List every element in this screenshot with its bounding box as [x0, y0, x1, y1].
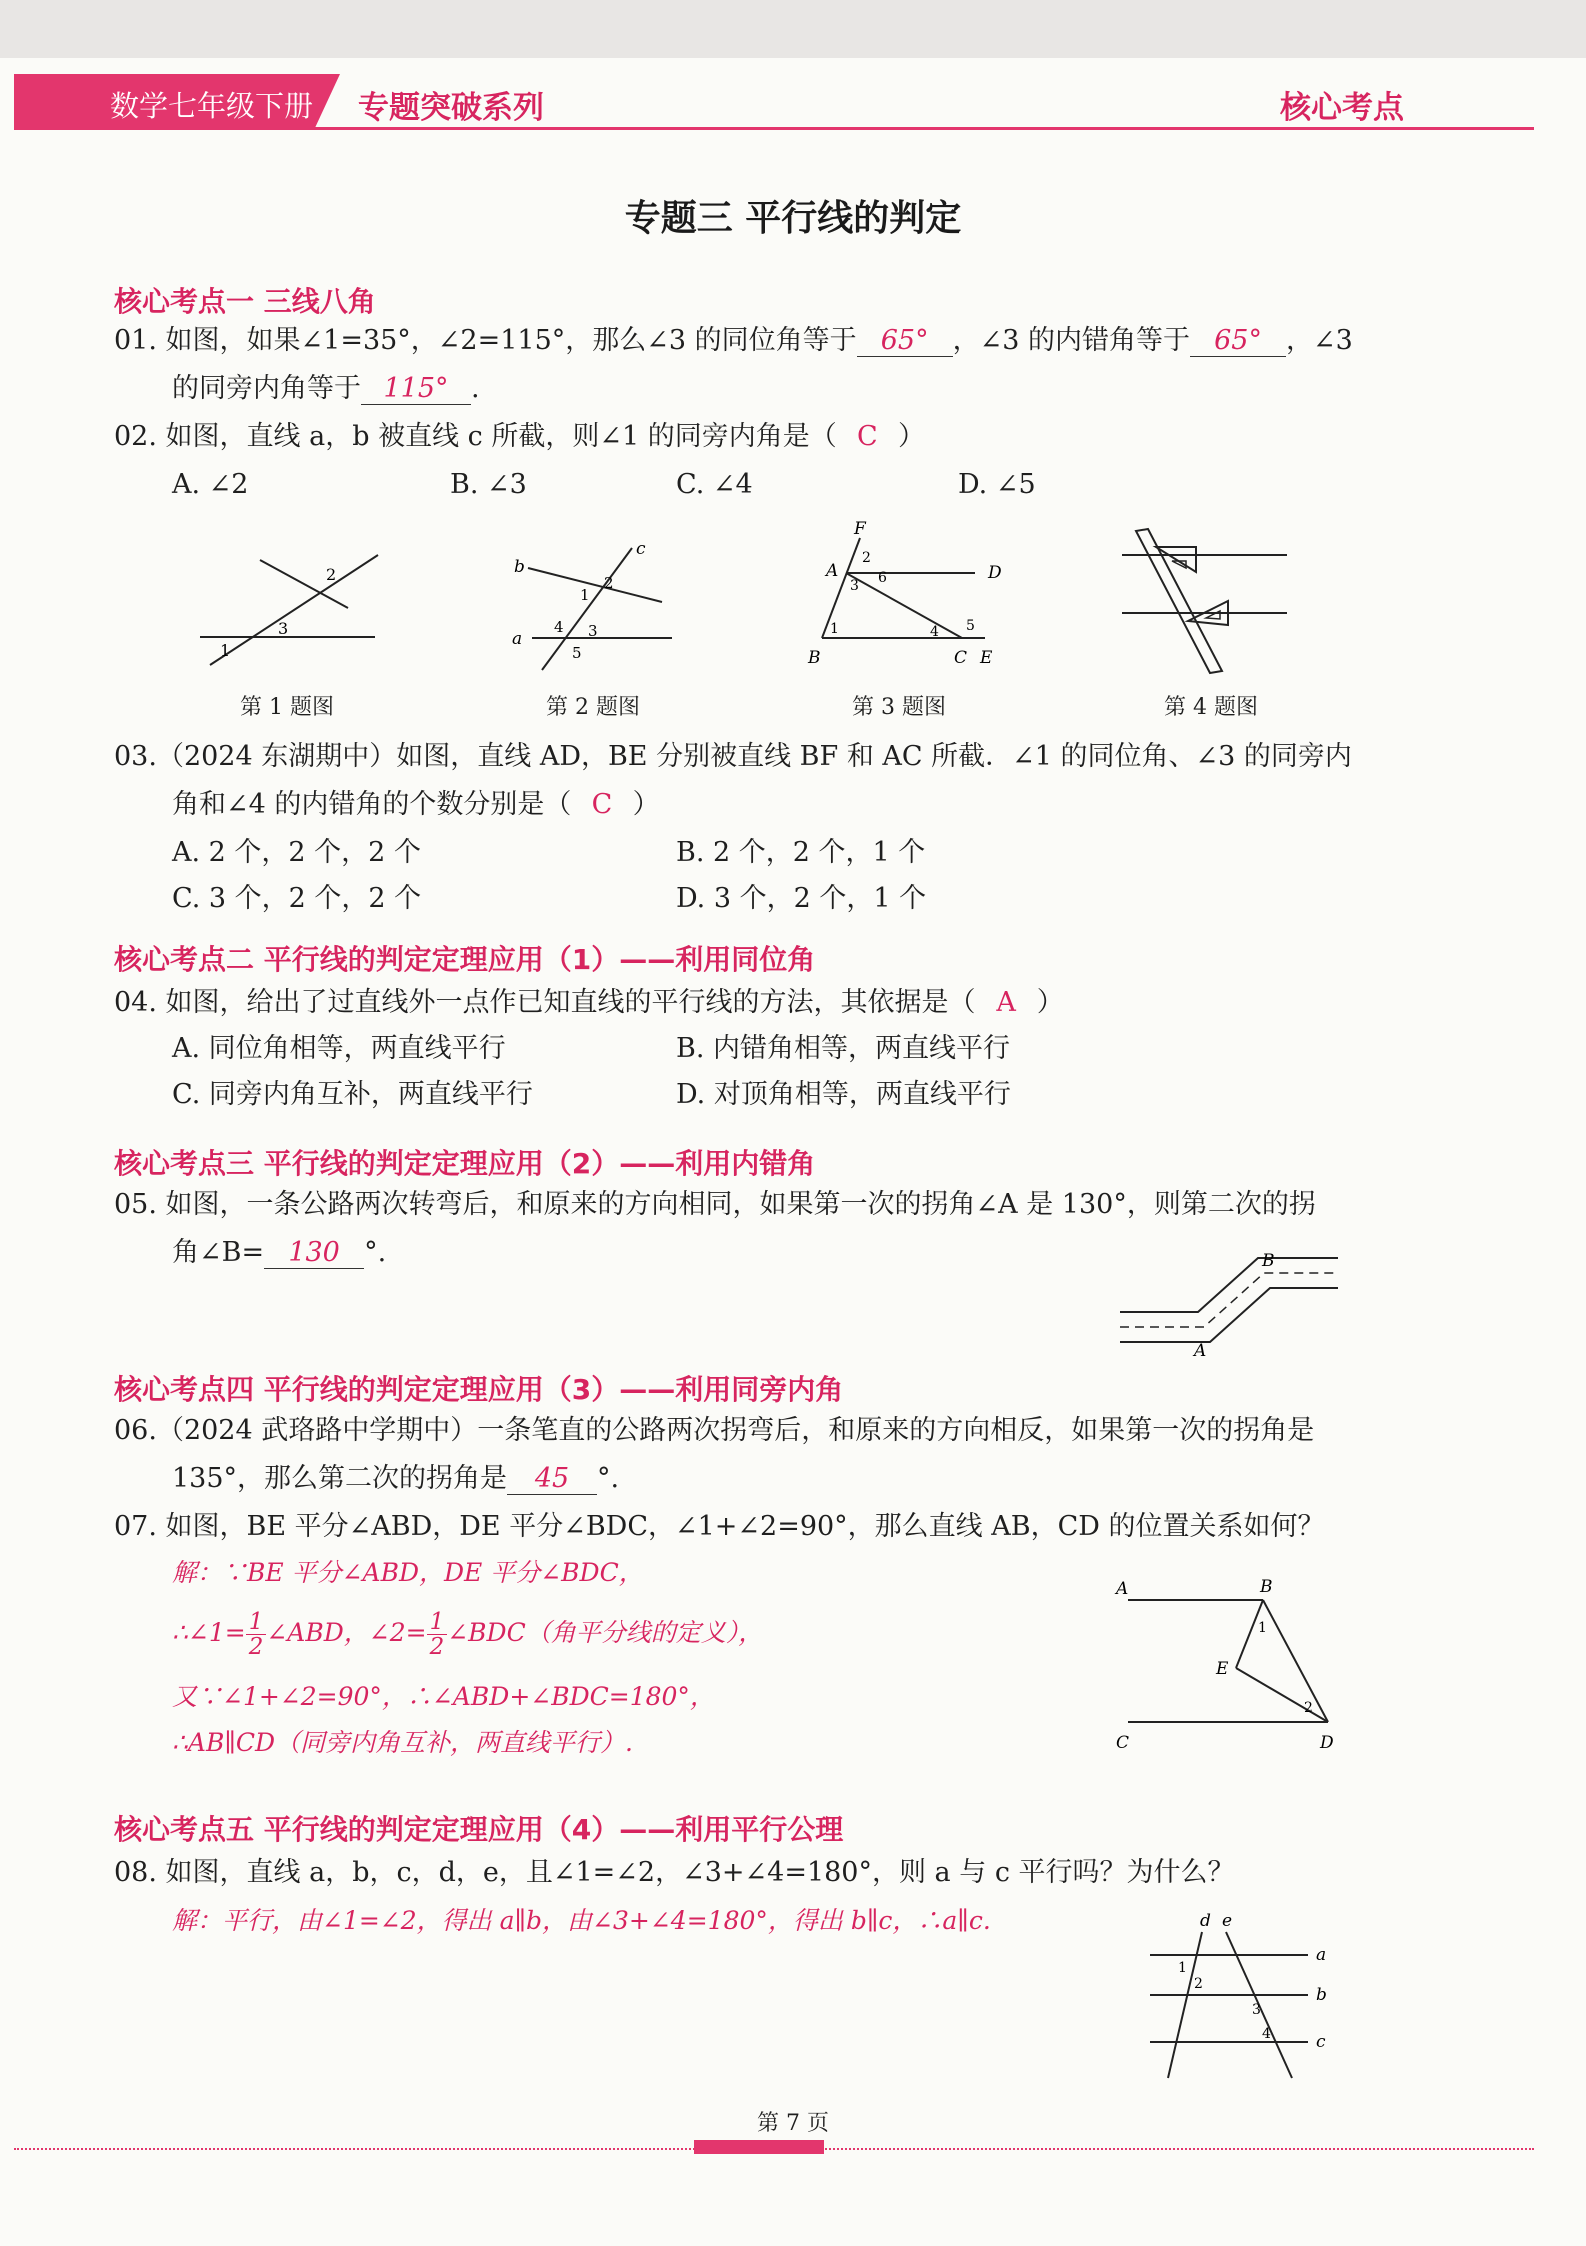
q7-frac1-den: 2	[248, 1634, 264, 1660]
q5-line1: 05. 如图，一条公路两次转弯后，和原来的方向相同，如果第一次的拐角∠A 是 130°，则第二次的拐	[114, 1189, 1316, 1220]
q7-solution-2	[172, 1608, 763, 1659]
q8-stem: 08. 如图，直线 a，b，c，d，e，且∠1=∠2，∠3+∠4=180°，则 a 与 c 平行吗？为什么？	[114, 1857, 1235, 1888]
q7-sol2-a: ∴∠1=	[172, 1618, 246, 1647]
fig7-label-B: B	[1260, 1577, 1273, 1597]
section-2-heading: 核心考点二 平行线的判定定理应用（1）——利用同位角	[114, 943, 816, 976]
fig1-label-1: 1	[220, 641, 231, 660]
q7-fraction-2	[427, 1610, 448, 1659]
q1-answer-1: 65°	[857, 326, 953, 357]
q6-answer: 45	[507, 1464, 597, 1495]
q2-option-c: C. ∠4	[676, 469, 753, 500]
caption-fig4: 第 4 题图	[1164, 695, 1258, 720]
q4-option-b: B. 内错角相等，两直线平行	[676, 1033, 1011, 1064]
q7-sol2-b: ∠ABD，∠2=	[266, 1618, 427, 1647]
footer-pink-bar	[694, 2140, 824, 2154]
q1-text-a: 01. 如图，如果∠1=35°，∠2=115°，那么∠3 的同位角等于	[114, 325, 857, 356]
q6-line2-text: 135°，那么第二次的拐角是	[172, 1463, 508, 1494]
section-3-heading: 核心考点三 平行线的判定定理应用（2）——利用内错角	[114, 1147, 816, 1180]
q1-text-b: ，∠3 的内错角等于	[952, 325, 1191, 356]
fig7-label-A: A	[1116, 1579, 1129, 1599]
q2-stem-text: 02. 如图，直线 a，b 被直线 c 所截，则∠1 的同旁内角是（	[114, 421, 837, 452]
q3-close: ）	[632, 789, 660, 820]
q1-line2	[172, 372, 480, 406]
fig8-label-a: a	[1316, 1945, 1327, 1965]
q6-line2	[172, 1462, 619, 1496]
q4-option-d: D. 对顶角相等，两直线平行	[676, 1079, 1011, 1110]
q4-option-a: A. 同位角相等，两直线平行	[172, 1033, 506, 1064]
q6-line1: 06.（2024 武珞路中学期中）一条笔直的公路两次拐弯后，和原来的方向相反，如果第一次的拐角是	[114, 1415, 1315, 1446]
fig8-label-2: 2	[1194, 1976, 1203, 1992]
q5-degree: °.	[364, 1237, 387, 1268]
figure-7	[1108, 1570, 1348, 1760]
fig3-label-4: 4	[930, 624, 939, 640]
fig3-label-B: B	[808, 648, 821, 668]
q2-option-b: B. ∠3	[450, 469, 527, 500]
fig2-label-b: b	[514, 557, 525, 577]
q3-option-b: B. 2 个，2 个，1 个	[676, 837, 926, 868]
fig5-label-A: A	[1194, 1341, 1207, 1360]
q2-option-a: A. ∠2	[172, 469, 249, 500]
fig7-label-E: E	[1216, 1659, 1229, 1679]
fig3-label-2: 2	[862, 550, 871, 566]
q7-sol2-c: ∠BDC（角平分线的定义），	[447, 1618, 764, 1647]
fig8-label-4: 4	[1262, 2026, 1271, 2042]
fig3-label-D: D	[988, 563, 1002, 583]
fig3-label-6: 6	[878, 570, 887, 586]
fig2-label-2: 2	[604, 574, 614, 592]
fig1-label-2: 2	[326, 565, 337, 584]
q5-answer: 130	[264, 1238, 364, 1269]
q8-solution: 解：平行，由∠1=∠2，得出 a∥b，由∠3+∠4=180°，得出 b∥c，∴a∥c.	[172, 1906, 991, 1935]
fig7-label-1: 1	[1258, 1620, 1267, 1636]
q7-frac2-den: 2	[429, 1634, 445, 1660]
q2-close: ）	[897, 421, 925, 452]
q7-solution-3: 又∵∠1+∠2=90°，∴∠ABD+∠BDC=180°，	[172, 1682, 715, 1711]
q2-stem	[114, 420, 925, 454]
q7-fraction-1	[246, 1610, 267, 1659]
q1-line1	[114, 324, 1353, 358]
q2-answer: C	[857, 421, 878, 452]
q5-line2-text: 角∠B=	[172, 1237, 265, 1268]
q7-solution-4: ∴AB∥CD（同旁内角互补，两直线平行）.	[172, 1728, 633, 1757]
fig2-label-3: 3	[588, 622, 598, 640]
section-5-heading: 核心考点五 平行线的判定定理应用（4）——利用平行公理	[114, 1813, 844, 1846]
fig8-label-1: 1	[1178, 1960, 1187, 1976]
fig2-label-4: 4	[554, 618, 564, 636]
fig2-label-a: a	[512, 629, 523, 649]
fig7-label-2: 2	[1304, 1700, 1313, 1716]
header-slant	[314, 74, 340, 130]
top-scan-strip	[0, 0, 1586, 58]
fig8-label-d: d	[1200, 1911, 1211, 1931]
q1-text-e: .	[471, 373, 480, 404]
fig3-label-1: 1	[830, 621, 839, 637]
q2-option-d: D. ∠5	[958, 469, 1036, 500]
caption-fig1: 第 1 题图	[240, 695, 334, 720]
q3-line2	[172, 788, 660, 822]
q4-option-c: C. 同旁内角互补，两直线平行	[172, 1079, 533, 1110]
fig3-label-3: 3	[850, 578, 859, 594]
page-header	[14, 74, 1534, 130]
section-4-heading: 核心考点四 平行线的判定定理应用（3）——利用同旁内角	[114, 1373, 844, 1406]
fig5-label-B: B	[1262, 1251, 1275, 1271]
fig3-label-E: E	[980, 648, 993, 668]
q4-stem-text: 04. 如图，给出了过直线外一点作已知直线的平行线的方法，其依据是（	[114, 987, 976, 1018]
fig7-label-C: C	[1116, 1733, 1130, 1753]
q3-answer: C	[591, 789, 613, 820]
header-rule	[314, 127, 1534, 130]
fig3-label-F: F	[854, 519, 866, 539]
page-title: 专题三 平行线的判定	[624, 198, 962, 239]
figure-8	[1140, 1910, 1350, 2090]
q4-stem	[114, 986, 1064, 1020]
page-number: 第 7 页	[757, 2111, 829, 2136]
fig2-label-c: c	[636, 540, 646, 559]
fig8-label-b: b	[1316, 1985, 1327, 2005]
fig2-label-1: 1	[580, 586, 590, 604]
q7-frac2-num: 1	[427, 1610, 448, 1635]
section-1-heading: 核心考点一 三线八角	[114, 285, 376, 318]
q3-line2-text: 角和∠4 的内错角的个数分别是（	[172, 789, 572, 820]
figure-4	[1112, 525, 1292, 675]
q3-option-c: C. 3 个，2 个，2 个	[172, 883, 422, 914]
header-grade: 数学七年级下册	[110, 89, 314, 123]
fig3-label-A: A	[826, 561, 839, 581]
q1-answer-2: 65°	[1190, 326, 1286, 357]
q4-close: ）	[1036, 987, 1064, 1018]
q3-line1: 03.（2024 东湖期中）如图，直线 AD，BE 分别被直线 BF 和 AC 所截．∠1 的同位角、∠3 的同旁内	[114, 741, 1352, 772]
fig8-label-3: 3	[1252, 2002, 1261, 2018]
fig3-label-5: 5	[966, 618, 975, 634]
q7-stem: 07. 如图，BE 平分∠ABD，DE 平分∠BDC，∠1+∠2=90°，那么直线 AB，CD 的位置关系如何？	[114, 1511, 1325, 1542]
q6-degree: °.	[597, 1463, 620, 1494]
q1-text-d: 的同旁内角等于	[172, 373, 361, 404]
q5-line2	[172, 1236, 386, 1270]
fig8-label-e: e	[1222, 1911, 1233, 1931]
figure-1	[190, 540, 400, 680]
figure-5-road	[1110, 1240, 1350, 1360]
fig1-label-3: 3	[278, 619, 289, 638]
fig3-label-C: C	[954, 648, 968, 668]
caption-fig3: 第 3 题图	[852, 695, 946, 720]
q7-solution-1: 解：∵BE 平分∠ABD，DE 平分∠BDC，	[172, 1558, 644, 1587]
fig8-label-c: c	[1316, 2032, 1326, 2052]
q3-option-d: D. 3 个，2 个，1 个	[676, 883, 927, 914]
header-core: 核心考点	[1280, 90, 1404, 126]
q7-frac1-num: 1	[246, 1610, 267, 1635]
figure-3	[800, 518, 1020, 683]
figure-2	[500, 540, 700, 680]
q3-option-a: A. 2 个，2 个，2 个	[172, 837, 421, 868]
header-series: 专题突破系列	[358, 90, 544, 126]
q1-text-c: ，∠3	[1286, 325, 1353, 356]
q1-answer-3: 115°	[361, 374, 471, 405]
fig2-label-5: 5	[572, 644, 582, 662]
q4-answer: A	[996, 987, 1016, 1018]
caption-fig2: 第 2 题图	[546, 695, 640, 720]
fig7-label-D: D	[1320, 1733, 1334, 1753]
